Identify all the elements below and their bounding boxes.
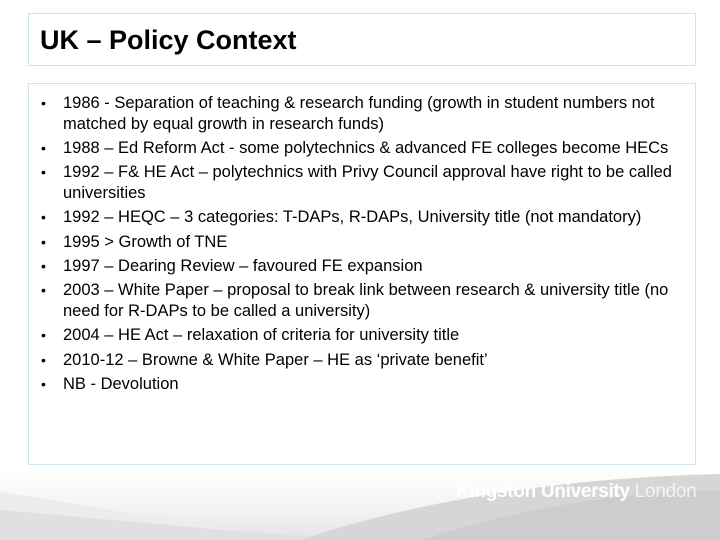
bullet-dot-icon: • xyxy=(41,282,46,299)
bullet-dot-icon: • xyxy=(41,164,46,181)
bullet-item xyxy=(29,207,679,228)
bullet-item xyxy=(29,325,679,346)
bullet-text: 2003 – White Paper – proposal to break link between research & university title (no need for R-DAPs to be called a university) xyxy=(63,281,669,321)
slide-title: UK – Policy Context xyxy=(40,25,297,55)
bullet-text: 1988 – Ed Reform Act - some polytechnics & advanced FE colleges become HECs xyxy=(63,139,669,158)
bullet-item xyxy=(29,138,679,159)
bullet-dot-icon: • xyxy=(41,95,46,111)
bullet-text: 1995 > Growth of TNE xyxy=(63,232,228,251)
bullet-dot-icon: • xyxy=(41,233,46,250)
kingston-logo xyxy=(456,481,696,503)
bullet-dot-icon: • xyxy=(41,140,46,157)
bullet-text: 2010-12 – Browne & White Paper – HE as ‘private benefit’ xyxy=(63,350,488,369)
bullet-text: NB - Devolution xyxy=(63,375,179,394)
bullet-dot-icon: • xyxy=(41,258,46,275)
title-box xyxy=(28,13,696,66)
bullet-dot-icon: • xyxy=(41,327,46,344)
bullet-item xyxy=(29,374,679,395)
bullet-text: 2004 – HE Act – relaxation of criteria for university title xyxy=(63,326,460,345)
bullet-text: 1992 – HEQC – 3 categories: T-DAPs, R-DAPs, University title (not mandatory) xyxy=(63,208,642,227)
bullet-list xyxy=(29,93,679,398)
bullet-item xyxy=(29,350,679,371)
bullet-text: 1992 – F& HE Act – polytechnics with Privy Council approval have right to be called universities xyxy=(63,163,672,203)
bullet-item xyxy=(29,93,679,135)
bullet-item xyxy=(29,280,679,322)
bullet-dot-icon: • xyxy=(41,376,46,393)
bullet-dot-icon: • xyxy=(41,351,46,368)
bullet-item xyxy=(29,256,679,277)
bullet-dot-icon: • xyxy=(41,209,46,226)
brand-city: London xyxy=(634,481,697,502)
bullet-item xyxy=(29,232,679,253)
footer-banner xyxy=(0,470,720,540)
bullet-item xyxy=(29,162,679,204)
bullet-text: 1986 - Separation of teaching & research funding (growth in student numbers not matched by equal growth in research funds) xyxy=(63,94,655,133)
bullet-text: 1997 – Dearing Review – favoured FE expansion xyxy=(63,257,423,276)
brand-name: Kingston University xyxy=(456,481,630,502)
content-box xyxy=(28,83,696,465)
